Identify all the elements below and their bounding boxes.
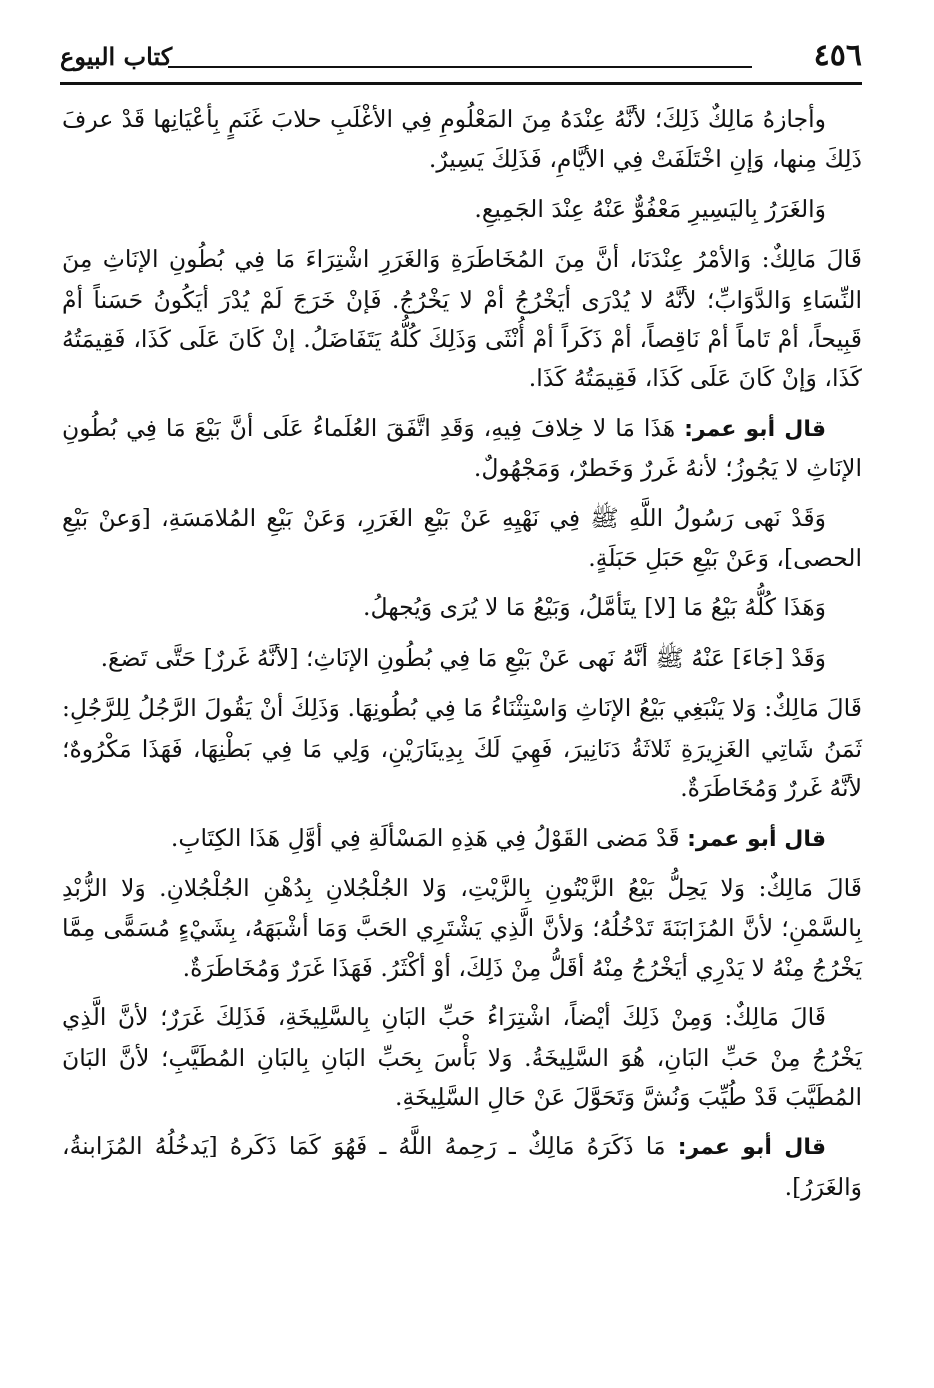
- paragraph-text: وَالغَرَرُ بِاليَسِيرِ مَعْفُوٌّ عَنْهُ عِنْدَ الجَمِيعِ.: [474, 194, 826, 223]
- page-body: [62, 100, 862, 1217]
- paragraph-lead: قال أبو عمر:: [684, 416, 826, 442]
- paragraph-text: وَقَدْ نَهى رَسُولُ اللَّهِ ﷺ فِي نَهْيِهِ عَنْ بَيْعِ الغَرَرِ، وَعَنْ بَيْعِ المُلامَسَةِ، [وَعنْ بَيْعِ الحصى]، وَعَنْ بَيْعِ حَبَلِ حَبَلَةٍ.: [62, 503, 862, 573]
- paragraph: [62, 499, 862, 579]
- paragraph-text: قَالَ مَالِكٌ: وَالأمْرُ عِنْدَنَا، أنَّ مِنَ المُخَاطَرَةِ وَالغَرَرِ اشْتِرَاءَ مَا فِي بُطُونِ الإنَاثِ مِنَ النِّسَاءِ وَالدَّوَابِّ؛ لأنَّهُ لا يُدْرَى أيَخْرُجُ أمْ لا يَخْرُجُ. فَإنْ خَرَجَ لَمْ يُدْرَ أيَكُونُ حَسَناً أمْ قَبِيحاً، أمْ تَاماً أمْ نَاقِصاً، أمْ ذَكَراً أمْ أُنْثَى وَذَلِكَ كُلُّهُ يَتَفَاضَلُ. إنْ كَانَ عَلَى كَذَا، فَقِيمَتُهُ كَذَا، وَإنْ كَانَ عَلَى كَذَا، فَقِيمَتُهُ كَذَا.: [62, 245, 862, 393]
- paragraph: [62, 409, 862, 489]
- paragraph-text: قَدْ مَضى القَوْلُ فِي هَذِهِ المَسْألَةِ فِي أوَّلِ هَذَا الكِتَابِ.: [170, 823, 688, 852]
- paragraph: [62, 639, 862, 679]
- paragraph-lead: قال أبو عمر:: [687, 826, 826, 852]
- paragraph-text: قَالَ مَالِكٌ: وَلا يَنْبَغِي بَيْعُ الإنَاثِ وَاسْتِثْنَاءُ مَا فِي بُطُونِهَا. وَذَلِكَ أنْ يَقُولَ الرَّجُلُ لِلرَّجُلِ: ثَمَنُ شَاتِي الغَزِيرَةِ ثَلاثَةُ دَنَانِيرَ، فَهِيَ لَكَ بِدِينَارَيْنِ، وَلِي مَا فِي بَطْنِهَا، فَهَذَا مَكْرُوهٌ؛ لأنَّهُ غَررٌ وَمُخَاطَرَةٌ.: [62, 694, 862, 803]
- page-header: [60, 36, 862, 86]
- paragraph: [62, 100, 862, 180]
- paragraph-text: قَالَ مَالِكٌ: وَلا يَحِلُّ بَيْعُ الزَّيْتُونِ بِالزَّيْتِ، وَلا الجُلْجُلانِ بِدُهْنِ الجُلْجُلانِ. وَلا الزُّبْدِ بِالسَّمْنِ؛ لأنَّ المُزَابَنَةَ تَدْخُلُهُ؛ وَلأنَّ الَّذِي يَشْتَرِي الحَبَّ وَمَا أشْبَهَهُ، بِشَيْءٍ مُسَمًّى مِمَّا يَخْرُجُ مِنْهُ لا يَدْرِي أيَخْرُجُ مِنْهُ أقَلُّ مِنْ ذَلِكَ، أوْ أكْثَرُ. فَهَذَا غَرَرٌ وَمُخَاطَرَةٌ.: [62, 873, 862, 982]
- paragraph: [62, 998, 862, 1117]
- paragraph-text: وَهَذَا كُلُّهُ بَيْعُ مَا [لا] يتَأمَّلُ، وَبَيْعُ مَا لا يُرَى وَيُجهلُ.: [363, 593, 826, 622]
- header-divider-line: [168, 66, 752, 68]
- paragraph: [62, 240, 862, 399]
- paragraph-lead: قال أبو عمر:: [677, 1135, 826, 1161]
- paragraph: [62, 869, 862, 988]
- paragraph-text: وأجازهُ مَالِكٌ ذَلِكَ؛ لأنَّهُ عِنْدَهُ مِنَ المَعْلُومِ فِي الأغْلَبِ حلابَ غَنَمٍ بِأعْيَانِها قَدْ عرفَ ذَلِكَ مِنها، وَإنِ اخْتَلَفَتْ فِي الأيَّامِ، فَذَلِكَ يَسِيرٌ.: [62, 105, 862, 174]
- paragraph-text: مَا ذَكَرَهُ مَالِكٌ ـ رَحِمهُ اللَّهُ ـ فَهُوَ كَمَا ذَكَرهُ [يَدخُلُهُ المُزَابنةُ، وَالغَرَرُ].: [62, 1132, 862, 1201]
- paragraph: [62, 588, 862, 628]
- book-title: كتاب البيوع: [60, 42, 173, 71]
- paragraph: [62, 689, 862, 808]
- page-number: ٤٥٦: [813, 38, 862, 73]
- paragraph: [62, 190, 862, 230]
- paragraph: [62, 819, 862, 859]
- paragraph-text: هَذَا مَا لا خِلافَ فِيهِ، وَقَدِ اتَّفَقَ العُلَماءُ عَلَى أنَّ بَيْعَ مَا فِي بُطُونِ الإنَاثِ لا يَجُوزُ؛ لأنهُ غَررٌ وَخَطرٌ، وَمَجْهُولٌ.: [62, 413, 862, 483]
- header-rule: [60, 82, 862, 85]
- paragraph-text: وَقَدْ [جَاءَ] عَنْهُ ﷺ أنَّهُ نَهى عَنْ بَيْعِ مَا فِي بُطُونِ الإنَاثِ؛ [لأنَّهُ غَررٌ] حَتَّى تَضعَ.: [100, 643, 826, 672]
- paragraph: [62, 1127, 862, 1207]
- paragraph-text: قَالَ مَالِكٌ: وَمِنْ ذَلِكَ أيْضاً، اشْتِرَاءُ حَبِّ البَانِ بِالسَّلِيخَةِ، فَذَلِكَ غَرَرٌ؛ لأنَّ الَّذِي يَخْرُجُ مِنْ حَبِّ البَانِ، هُوَ السَّلِيخَةُ. وَلا بَأْسَ بِحَبِّ البَانِ بِالبَانِ المُطَيَّبِ؛ لأنَّ البَانَ المُطَيَّبَ قَدْ طُيِّبَ وَنُشَّ وَتَحَوَّلَ عَنْ حَالِ السَّلِيخَةِ.: [62, 1003, 862, 1111]
